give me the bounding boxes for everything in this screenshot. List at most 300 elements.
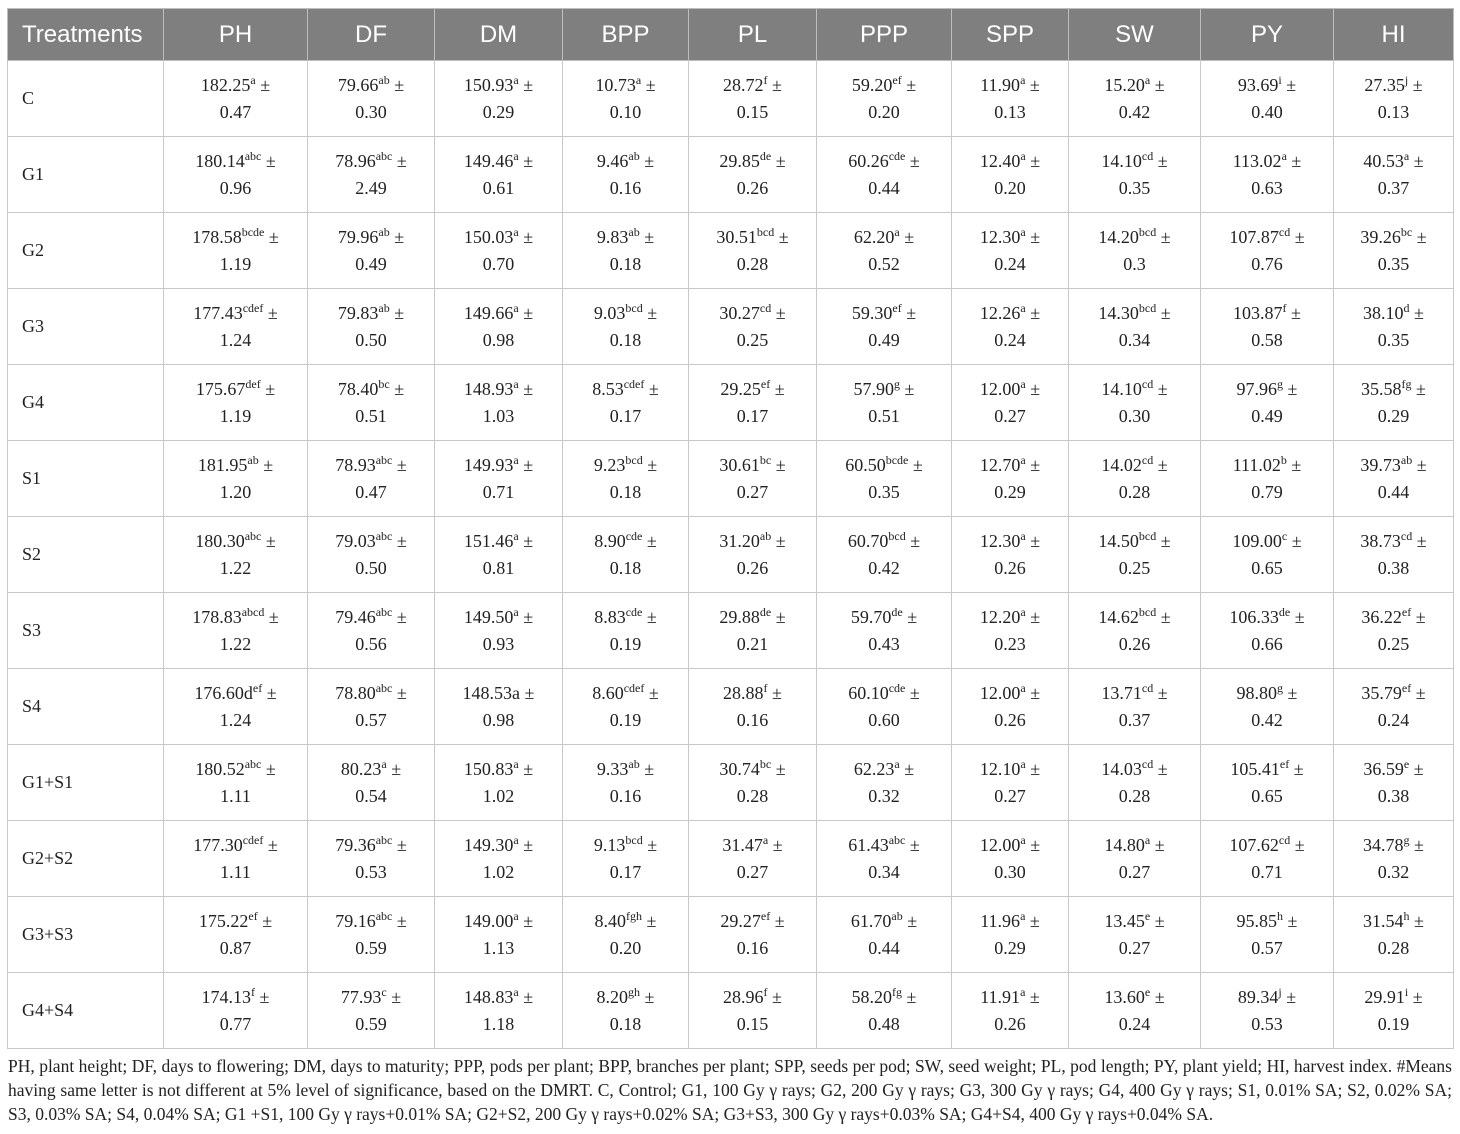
cell-mean: 79.66 (337, 74, 379, 95)
cell-significance-letters: a (1020, 72, 1026, 87)
plus-minus-sign: ± (1030, 682, 1041, 703)
cell-standard-error: 0.53 (1251, 1013, 1283, 1034)
table-cell (952, 517, 1069, 593)
table-cell (563, 61, 689, 137)
cell-significance-letters: e (1403, 756, 1410, 771)
cell-standard-error: 0.37 (1377, 177, 1410, 198)
cell-standard-error: 1.24 (219, 709, 252, 730)
cell-standard-error: 0.27 (1118, 861, 1151, 882)
cell-significance-letters: f (251, 984, 256, 999)
plus-minus-sign: ± (1157, 682, 1168, 703)
plus-minus-sign: ± (394, 226, 405, 247)
cell-standard-error: 0.65 (1251, 557, 1283, 578)
cell-significance-letters: e (1144, 984, 1151, 999)
cell-mean: 148.93 (463, 378, 514, 399)
plus-minus-sign: ± (396, 150, 407, 171)
cell-significance-letters: a (513, 300, 519, 315)
table-cell (1069, 517, 1201, 593)
cell-standard-error: 0.18 (609, 557, 642, 578)
cell-standard-error: 0.19 (609, 633, 642, 654)
cell-standard-error: 0.18 (609, 481, 642, 502)
cell-mean: 150.83 (463, 758, 514, 779)
cell-mean: 149.30 (463, 834, 514, 855)
table-row (8, 745, 1454, 821)
cell-standard-error: 0.25 (1118, 557, 1151, 578)
cell-mean: 12.00 (979, 378, 1021, 399)
cell-standard-error: 0.28 (1377, 937, 1410, 958)
cell-mean: 60.10 (848, 682, 889, 703)
cell-significance-letters: cdef (623, 376, 645, 391)
table-cell (308, 745, 435, 821)
cell-standard-error: 0.15 (736, 1013, 769, 1034)
cell-mean: 9.46 (596, 150, 629, 171)
table-cell (435, 441, 563, 517)
cell-standard-error: 1.22 (219, 557, 252, 578)
cell-significance-letters: abc (375, 148, 393, 163)
cell-mean: 180.52 (195, 758, 245, 779)
table-cell (563, 517, 689, 593)
table-cell (817, 517, 952, 593)
table-row (8, 289, 1454, 365)
cell-mean: 58.20 (851, 986, 893, 1007)
cell-mean: 31.47 (722, 834, 763, 855)
cell-standard-error: 0.29 (994, 937, 1026, 958)
cell-significance-letters: gh (628, 984, 641, 999)
cell-standard-error: 0.77 (219, 1013, 252, 1034)
cell-mean: 149.66 (463, 302, 514, 323)
plus-minus-sign: ± (396, 910, 407, 931)
plus-minus-sign: ± (775, 150, 786, 171)
cell-significance-letters: g (1277, 680, 1284, 695)
table-cell (563, 973, 689, 1049)
cell-significance-letters: a (1144, 72, 1151, 87)
table-cell (1334, 593, 1454, 669)
plus-minus-sign: ± (646, 910, 657, 931)
plus-minus-sign: ± (1286, 74, 1297, 95)
cell-mean: 31.20 (719, 530, 760, 551)
cell-significance-letters: cdef (242, 300, 264, 315)
cell-significance-letters: bcde (241, 224, 265, 239)
cell-significance-letters: bcd (625, 452, 643, 467)
table-cell (689, 137, 817, 213)
cell-mean: 57.90 (853, 378, 895, 399)
table-cell (164, 897, 308, 973)
cell-significance-letters: a (250, 72, 256, 87)
cell-significance-letters: a (1020, 224, 1026, 239)
table-cell (952, 365, 1069, 441)
cell-significance-letters: ab (628, 148, 640, 163)
plus-minus-sign: ± (647, 302, 658, 323)
plus-minus-sign: ± (1416, 378, 1426, 399)
plus-minus-sign: ± (645, 74, 656, 95)
cell-standard-error: 1.02 (482, 861, 515, 882)
cell-standard-error: 0.29 (1377, 405, 1410, 426)
table-cell (1334, 289, 1454, 365)
cell-standard-error: 0.26 (1118, 633, 1151, 654)
table-cell (164, 137, 308, 213)
plus-minus-sign: ± (647, 834, 658, 855)
cell-significance-letters: a (513, 756, 519, 771)
cell-mean: 61.43 (848, 834, 889, 855)
cell-mean: 95.85 (1236, 910, 1278, 931)
cell-mean: 177.43 (193, 302, 243, 323)
table-cell (435, 821, 563, 897)
cell-significance-letters: ab (628, 756, 640, 771)
table-cell (1334, 897, 1454, 973)
cell-mean: 12.20 (979, 606, 1021, 627)
cell-significance-letters: cde (625, 604, 643, 619)
row-label: G4+S4 (8, 973, 164, 1049)
plus-minus-sign: ± (1154, 74, 1165, 95)
table-cell (164, 289, 308, 365)
cell-significance-letters: a (513, 376, 519, 391)
table-cell (1201, 365, 1334, 441)
cell-significance-letters: cde (888, 680, 906, 695)
table-cell (1069, 213, 1201, 289)
cell-mean: 178.83 (192, 606, 242, 627)
plus-minus-sign: ± (265, 378, 276, 399)
cell-significance-letters: abc (375, 908, 393, 923)
table-cell (952, 593, 1069, 669)
cell-mean: 79.96 (337, 226, 379, 247)
cell-standard-error: 0.42 (868, 557, 900, 578)
column-header-ppp: PPP (817, 9, 952, 61)
plus-minus-sign: ± (1157, 150, 1168, 171)
cell-significance-letters: fg (892, 984, 903, 999)
plus-minus-sign: ± (775, 606, 786, 627)
cell-standard-error: 0.30 (355, 101, 387, 122)
cell-significance-letters: g (1403, 832, 1410, 847)
cell-standard-error: 0.96 (219, 177, 252, 198)
cell-significance-letters: a (513, 224, 519, 239)
table-cell (308, 669, 435, 745)
plus-minus-sign: ± (1287, 910, 1298, 931)
table-cell (164, 61, 308, 137)
table-cell (164, 821, 308, 897)
cell-standard-error: 0.44 (1377, 481, 1410, 502)
cell-significance-letters: cd (1141, 680, 1154, 695)
table-cell (164, 669, 308, 745)
plus-minus-sign: ± (912, 454, 923, 475)
cell-standard-error: 1.19 (219, 253, 252, 274)
table-row (8, 213, 1454, 289)
table-cell (164, 213, 308, 289)
table-cell (1069, 593, 1201, 669)
cell-significance-letters: j (1278, 984, 1282, 999)
cell-mean: 31.54 (1363, 910, 1404, 931)
table-cell (308, 365, 435, 441)
table-cell (689, 365, 817, 441)
cell-mean: 35.58 (1361, 378, 1402, 399)
plus-minus-sign: ± (396, 834, 407, 855)
table-cell (817, 365, 952, 441)
plus-minus-sign: ± (1160, 530, 1171, 551)
cell-mean: 29.27 (720, 910, 761, 931)
cell-standard-error: 0.25 (736, 329, 769, 350)
cell-standard-error: 0.24 (1118, 1013, 1151, 1034)
cell-mean: 14.30 (1098, 302, 1139, 323)
column-header-hi: HI (1334, 9, 1454, 61)
cell-standard-error: 0.71 (1251, 861, 1283, 882)
cell-standard-error: 0.50 (355, 329, 387, 350)
cell-mean: 39.26 (1360, 226, 1401, 247)
table-cell (1201, 289, 1334, 365)
table-cell (689, 441, 817, 517)
cell-mean: 9.33 (596, 758, 629, 779)
cell-mean: 79.83 (337, 302, 379, 323)
table-cell (164, 745, 308, 821)
cell-standard-error: 0.25 (1377, 633, 1410, 654)
table-cell (435, 897, 563, 973)
cell-mean: 148.53a (462, 682, 521, 703)
table-cell (1334, 745, 1454, 821)
plus-minus-sign: ± (774, 910, 785, 931)
cell-mean: 14.20 (1098, 226, 1139, 247)
cell-mean: 9.83 (596, 226, 629, 247)
table-cell (817, 441, 952, 517)
table-cell (563, 213, 689, 289)
cell-mean: 181.95 (197, 454, 248, 475)
column-header-df: DF (308, 9, 435, 61)
cell-significance-letters: bcd (756, 224, 775, 239)
plus-minus-sign: ± (265, 150, 276, 171)
plus-minus-sign: ± (909, 682, 920, 703)
cell-significance-letters: h (1403, 908, 1410, 923)
table-cell (1201, 517, 1334, 593)
table-cell (1069, 137, 1201, 213)
cell-significance-letters: bcd (888, 528, 906, 543)
cell-significance-letters: a (1020, 756, 1026, 771)
cell-standard-error: 0.42 (1118, 101, 1151, 122)
cell-standard-error: 0.63 (1251, 177, 1283, 198)
cell-mean: 78.93 (335, 454, 376, 475)
cell-standard-error: 0.48 (868, 1013, 900, 1034)
cell-significance-letters: cd (759, 300, 772, 315)
cell-standard-error: 1.24 (219, 329, 252, 350)
plus-minus-sign: ± (906, 986, 917, 1007)
column-header-treatments: Treatments (8, 9, 164, 61)
table-cell (1201, 669, 1334, 745)
plus-minus-sign: ± (1294, 606, 1305, 627)
plus-minus-sign: ± (1157, 378, 1168, 399)
cell-significance-letters: a (1281, 148, 1287, 163)
table-row (8, 441, 1454, 517)
cell-standard-error: 0.17 (609, 861, 642, 882)
cell-standard-error: 0.27 (994, 405, 1026, 426)
plus-minus-sign: ± (904, 758, 915, 779)
cell-significance-letters: bc (759, 756, 772, 771)
plus-minus-sign: ± (906, 74, 917, 95)
cell-standard-error: 0.50 (355, 557, 387, 578)
cell-mean: 60.70 (847, 530, 889, 551)
cell-mean: 149.46 (463, 150, 514, 171)
cell-standard-error: 0.18 (609, 1013, 642, 1034)
table-row (8, 517, 1454, 593)
table-cell (689, 289, 817, 365)
cell-standard-error: 0.16 (609, 177, 642, 198)
cell-standard-error: 0.21 (736, 633, 769, 654)
plus-minus-sign: ± (1030, 226, 1041, 247)
plus-minus-sign: ± (1291, 302, 1301, 323)
table-cell (1069, 365, 1201, 441)
plus-minus-sign: ± (523, 454, 534, 475)
table-cell (689, 61, 817, 137)
cell-significance-letters: ef (760, 376, 771, 391)
cell-mean: 80.23 (340, 758, 382, 779)
cell-mean: 62.23 (853, 758, 895, 779)
plus-minus-sign: ± (1287, 682, 1298, 703)
table-cell (1201, 973, 1334, 1049)
cell-mean: 29.88 (719, 606, 760, 627)
cell-significance-letters: a (513, 984, 519, 999)
table-cell (563, 821, 689, 897)
table-cell (308, 593, 435, 669)
cell-standard-error: 0.28 (1118, 481, 1151, 502)
cell-standard-error: 0.10 (609, 101, 642, 122)
cell-standard-error: 0.38 (1377, 557, 1410, 578)
plus-minus-sign: ± (648, 378, 659, 399)
cell-standard-error: 0.59 (355, 1013, 387, 1034)
cell-mean: 12.00 (979, 682, 1021, 703)
cell-mean: 9.23 (593, 454, 626, 475)
cell-significance-letters: g (1277, 376, 1284, 391)
cell-significance-letters: cde (888, 148, 906, 163)
cell-mean: 62.20 (853, 226, 895, 247)
table-cell (308, 517, 435, 593)
cell-mean: 79.16 (335, 910, 376, 931)
cell-standard-error: 0.42 (1251, 709, 1283, 730)
plus-minus-sign: ± (1029, 74, 1040, 95)
cell-mean: 14.02 (1101, 454, 1142, 475)
cell-mean: 177.30 (193, 834, 243, 855)
cell-standard-error: 0.17 (609, 405, 642, 426)
table-row (8, 669, 1454, 745)
plus-minus-sign: ± (1154, 834, 1165, 855)
cell-standard-error: 0.49 (1251, 405, 1283, 426)
cell-mean: 14.10 (1101, 150, 1142, 171)
plus-minus-sign: ± (646, 606, 657, 627)
cell-mean: 61.70 (850, 910, 892, 931)
cell-mean: 8.60 (592, 682, 624, 703)
cell-mean: 29.85 (719, 150, 760, 171)
cell-standard-error: 0.93 (482, 633, 515, 654)
table-cell (1334, 517, 1454, 593)
cell-significance-letters: h (1277, 908, 1284, 923)
cell-significance-letters: abc (244, 756, 262, 771)
cell-mean: 14.80 (1104, 834, 1145, 855)
cell-significance-letters: ef (1401, 680, 1412, 695)
plus-minus-sign: ± (396, 606, 407, 627)
cell-standard-error: 0.43 (868, 633, 900, 654)
cell-mean: 93.69 (1237, 74, 1279, 95)
table-cell (563, 669, 689, 745)
cell-significance-letters: abc (375, 680, 393, 695)
column-header-spp: SPP (952, 9, 1069, 61)
table-row (8, 897, 1454, 973)
table-cell (563, 365, 689, 441)
cell-significance-letters: i (1404, 984, 1409, 999)
cell-significance-letters: bcd (625, 300, 643, 315)
cell-significance-letters: e (1144, 908, 1151, 923)
cell-mean: 78.96 (335, 150, 376, 171)
cell-mean: 59.20 (851, 74, 893, 95)
cell-standard-error: 0.53 (355, 861, 387, 882)
table-cell (308, 821, 435, 897)
cell-mean: 78.40 (337, 378, 379, 399)
cell-standard-error: 0.34 (868, 861, 900, 882)
plus-minus-sign: ± (1157, 454, 1168, 475)
cell-mean: 176.60d (194, 682, 253, 703)
table-cell (563, 593, 689, 669)
cell-mean: 8.83 (594, 606, 626, 627)
cell-standard-error: 0.27 (1118, 937, 1151, 958)
cell-significance-letters: fgh (626, 908, 643, 923)
plus-minus-sign: ± (1287, 378, 1298, 399)
table-cell (952, 973, 1069, 1049)
cell-significance-letters: cdef (242, 832, 264, 847)
table-cell (563, 897, 689, 973)
cell-significance-letters: cd (1141, 376, 1154, 391)
row-label: S3 (8, 593, 164, 669)
cell-significance-letters: abc (375, 832, 393, 847)
column-header-bpp: BPP (563, 9, 689, 61)
table-cell (164, 441, 308, 517)
cell-standard-error: 0.28 (1118, 785, 1151, 806)
cell-significance-letters: def (245, 376, 261, 391)
table-cell (1334, 441, 1454, 517)
cell-mean: 36.59 (1363, 758, 1404, 779)
plus-minus-sign: ± (1291, 150, 1302, 171)
table-cell (308, 289, 435, 365)
treatment-results-table (7, 8, 1454, 1049)
plus-minus-sign: ± (1416, 530, 1427, 551)
plus-minus-sign: ± (644, 986, 655, 1007)
cell-mean: 105.41 (1230, 758, 1280, 779)
plus-minus-sign: ± (1291, 454, 1302, 475)
table-cell (164, 973, 308, 1049)
plus-minus-sign: ± (1154, 986, 1165, 1007)
cell-significance-letters: a (513, 148, 519, 163)
cell-mean: 12.26 (979, 302, 1021, 323)
table-cell (1201, 745, 1334, 821)
cell-mean: 151.46 (463, 530, 514, 551)
cell-significance-letters: ab (378, 300, 390, 315)
plus-minus-sign: ± (772, 986, 782, 1007)
cell-standard-error: 0.20 (994, 177, 1026, 198)
table-cell (817, 973, 952, 1049)
cell-mean: 12.30 (979, 530, 1021, 551)
cell-mean: 180.14 (195, 150, 245, 171)
cell-mean: 38.73 (1360, 530, 1401, 551)
column-header-ph: PH (164, 9, 308, 61)
cell-mean: 149.00 (463, 910, 514, 931)
plus-minus-sign: ± (394, 378, 405, 399)
cell-standard-error: 0.16 (736, 709, 769, 730)
cell-standard-error: 0.49 (868, 329, 900, 350)
plus-minus-sign: ± (1412, 986, 1423, 1007)
cell-significance-letters: a (1020, 376, 1026, 391)
plus-minus-sign: ± (266, 682, 277, 703)
cell-significance-letters: ab (628, 224, 640, 239)
table-cell (164, 593, 308, 669)
cell-standard-error: 0.27 (736, 861, 769, 882)
plus-minus-sign: ± (396, 682, 407, 703)
plus-minus-sign: ± (907, 606, 918, 627)
plus-minus-sign: ± (523, 986, 534, 1007)
cell-mean: 79.03 (335, 530, 376, 551)
cell-standard-error: 0.3 (1123, 253, 1146, 274)
table-cell (817, 669, 952, 745)
